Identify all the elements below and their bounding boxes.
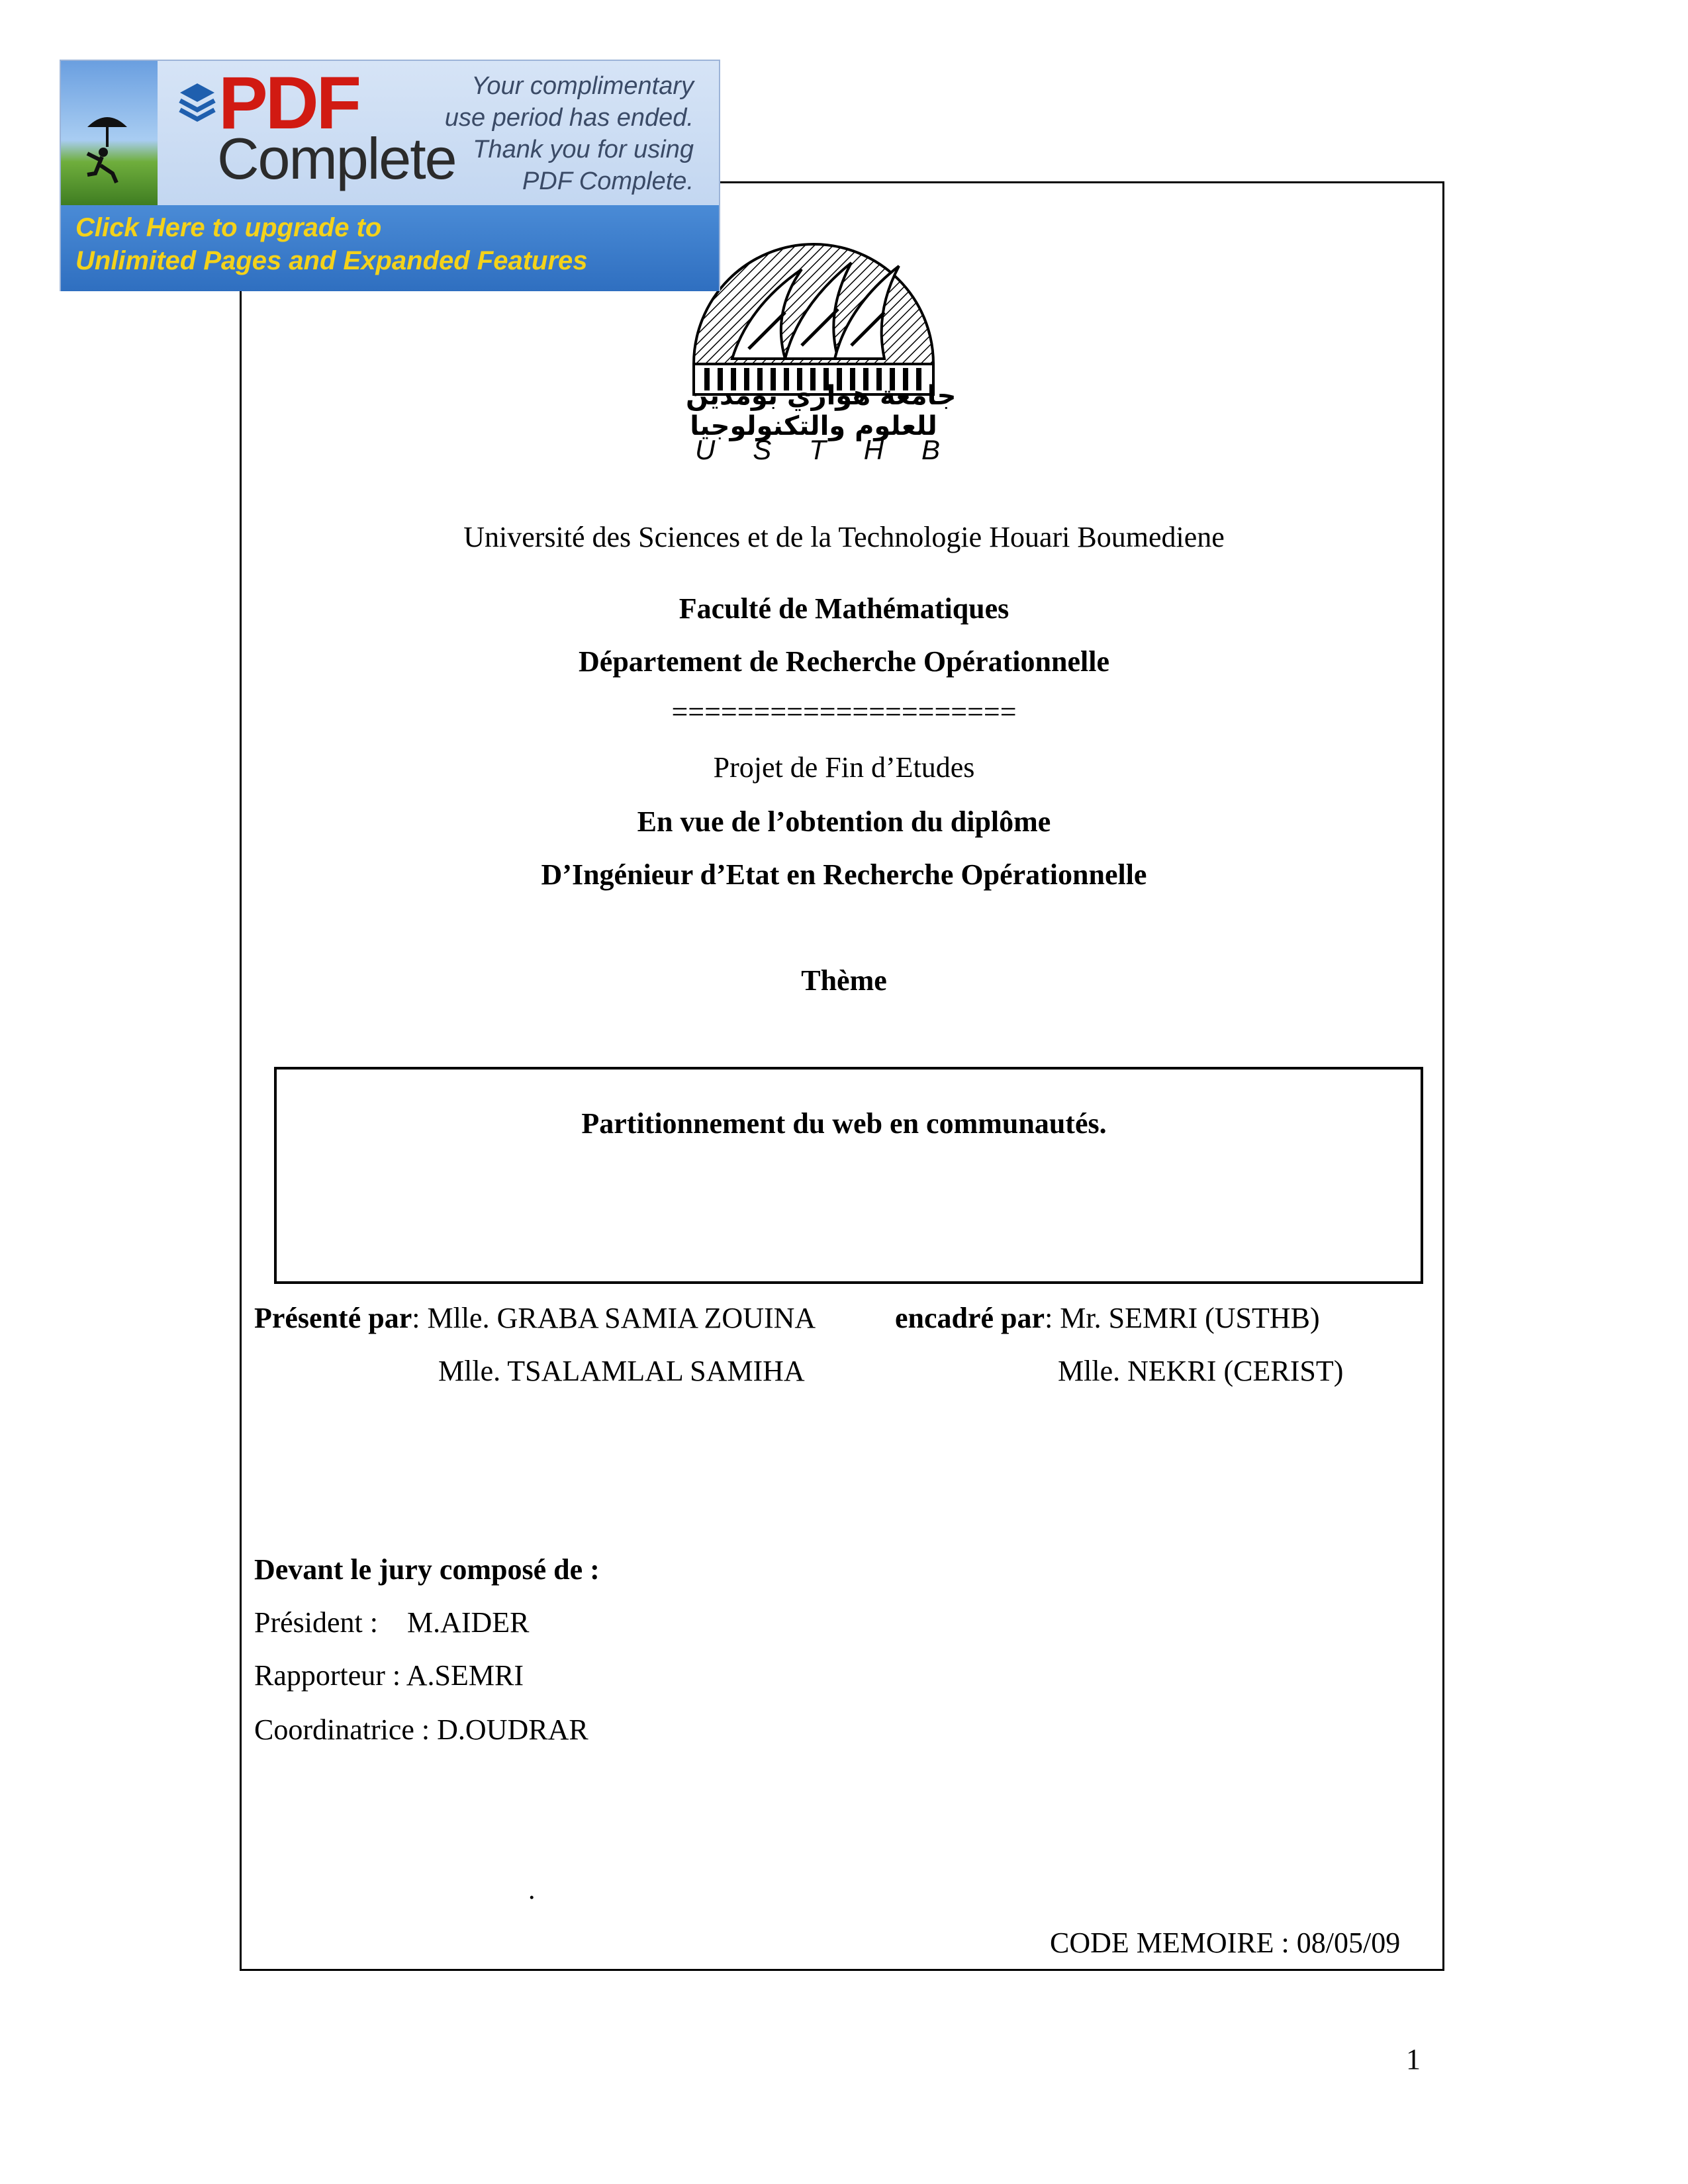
department-name: Département de Recherche Opérationnelle	[579, 645, 1109, 678]
banner-message	[416, 70, 694, 197]
emblem-letter: U	[695, 434, 716, 465]
page-number: 1	[1406, 2043, 1421, 2075]
pdf-complete-banner[interactable]	[60, 60, 720, 291]
theme-title: Partitionnement du web en communautés.	[581, 1107, 1107, 1140]
jury-heading: Devant le jury composé de :	[254, 1553, 600, 1586]
banner-message-line: use period has ended.	[444, 104, 694, 132]
supervised-by-name-2: Mlle. NEKRI (CERIST)	[1058, 1355, 1344, 1387]
emblem-letter: T	[809, 434, 826, 465]
emblem-letter: B	[921, 434, 940, 465]
banner-message-line: Your complimentary	[471, 72, 694, 100]
faculty-name: Faculté de Mathématiques	[679, 592, 1009, 625]
upgrade-link[interactable]	[61, 205, 719, 291]
pdf-complete-logo	[162, 62, 456, 205]
theme-box	[274, 1067, 1423, 1284]
layers-icon	[177, 81, 217, 127]
presented-by-line-1	[254, 1301, 816, 1335]
project-goal: En vue de l’obtention du diplôme	[637, 805, 1051, 838]
banner-message-line: PDF Complete.	[522, 167, 694, 195]
logo-complete-text: Complete	[217, 126, 456, 191]
presented-by-name-2: Mlle. TSALAMLAL SAMIHA	[438, 1355, 805, 1387]
jury-rapporteur: Rapporteur : A.SEMRI	[254, 1659, 524, 1692]
emblem-acronym	[695, 434, 940, 466]
banner-message-line: Thank you for using	[473, 136, 694, 163]
diploma-title: D’Ingénieur d’Etat en Recherche Opérationnelle	[541, 858, 1147, 891]
jury-coordinatrice: Coordinatrice : D.OUDRAR	[254, 1713, 588, 1746]
umbrella-jumper-photo	[61, 61, 158, 205]
upgrade-link-line-1[interactable]: Click Here to upgrade to	[75, 213, 382, 242]
upgrade-link-line-2[interactable]: Unlimited Pages and Expanded Features	[75, 246, 588, 275]
emblem-letter: S	[753, 434, 772, 465]
emblem-arabic-line-1: جامعة هواري بومدين	[686, 381, 957, 411]
university-name: Université des Sciences et de la Technologie Houari Boumediene	[463, 521, 1225, 553]
project-type: Projet de Fin d’Etudes	[713, 751, 975, 784]
presented-by-label: Présenté par	[254, 1302, 412, 1334]
supervised-by-name-1: : Mr. SEMRI (USTHB)	[1045, 1302, 1320, 1334]
separator-line: =====================	[671, 696, 1017, 728]
emblem-letter: H	[863, 434, 884, 465]
supervised-by-line-1	[895, 1301, 1320, 1335]
emblem-arabic-line-2: للعلوم والتكنولوجيا	[690, 411, 937, 441]
code-memoire: CODE MEMOIRE : 08/05/09	[1050, 1927, 1401, 1959]
jury-president: Président : M.AIDER	[254, 1606, 530, 1639]
stray-dot: .	[528, 1875, 536, 1905]
logo-pdf-text: PDF	[218, 62, 359, 144]
presented-by-name-1: : Mlle. GRABA SAMIA ZOUINA	[412, 1302, 816, 1334]
supervised-by-label: encadré par	[895, 1302, 1045, 1334]
jumper-with-umbrella-icon	[61, 61, 158, 205]
theme-label: Thème	[801, 964, 887, 997]
